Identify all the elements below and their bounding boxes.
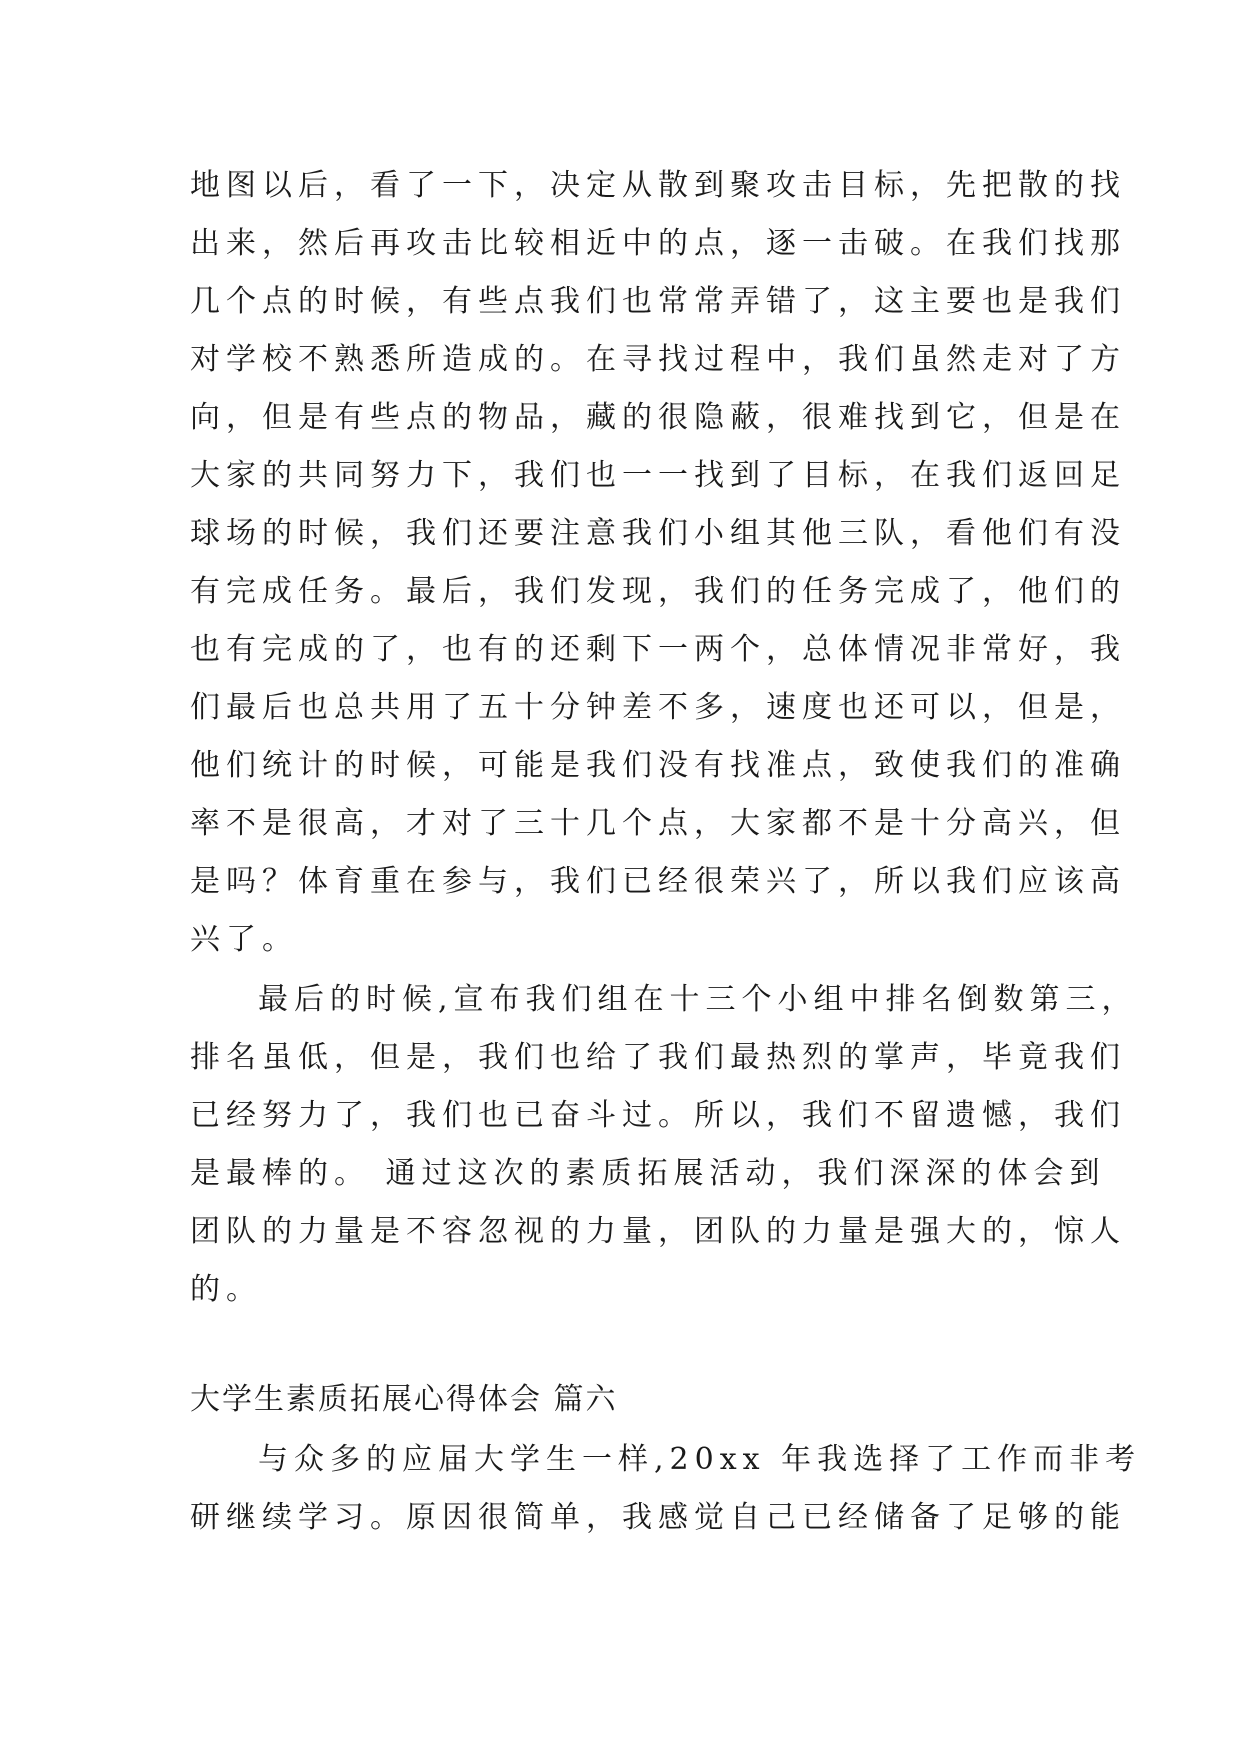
paragraph-line: 最后的时候,宣布我们组在十三个小组中排名倒数第三， — [258, 982, 1138, 1017]
paragraph-line: 是最棒的。 通过这次的素质拓展活动，我们深深的体会到 — [190, 1156, 1106, 1191]
paragraph-line: 率不是很高，才对了三十几个点，大家都不是十分高兴，但 — [190, 806, 1126, 841]
paragraph-line: 团队的力量是不容忽视的力量，团队的力量是强大的，惊人 — [190, 1214, 1126, 1249]
paragraph-line: 是吗？体育重在参与，我们已经很荣兴了，所以我们应该高 — [190, 864, 1126, 899]
paragraph-line: 出来，然后再攻击比较相近中的点，逐一击破。在我们找那 — [190, 226, 1126, 261]
paragraph-line: 也有完成的了，也有的还剩下一两个，总体情况非常好，我 — [190, 632, 1126, 667]
section-heading: 大学生素质拓展心得体会 篇六 — [190, 1382, 618, 1417]
paragraph-line: 已经努力了，我们也已奋斗过。所以，我们不留遗憾，我们 — [190, 1098, 1126, 1133]
paragraph-line: 的。 — [190, 1272, 262, 1307]
paragraph-line: 有完成任务。最后，我们发现，我们的任务完成了，他们的 — [190, 574, 1126, 609]
paragraph-line: 研继续学习。原因很简单，我感觉自己已经储备了足够的能 — [190, 1500, 1126, 1535]
paragraph-line: 球场的时候，我们还要注意我们小组其他三队，看他们有没 — [190, 516, 1126, 551]
paragraph-line: 他们统计的时候，可能是我们没有找准点，致使我们的准确 — [190, 748, 1126, 783]
paragraph-line: 与众多的应届大学生一样,20xx 年我选择了工作而非考 — [258, 1442, 1142, 1477]
paragraph-line: 几个点的时候，有些点我们也常常弄错了，这主要也是我们 — [190, 284, 1126, 319]
paragraph-line: 兴了。 — [190, 922, 298, 957]
paragraph-line: 地图以后，看了一下，决定从散到聚攻击目标，先把散的找 — [190, 168, 1126, 203]
paragraph-line: 们最后也总共用了五十分钟差不多，速度也还可以，但是， — [190, 690, 1126, 725]
paragraph-line: 对学校不熟悉所造成的。在寻找过程中，我们虽然走对了方 — [190, 342, 1126, 377]
paragraph-line: 向，但是有些点的物品，藏的很隐蔽，很难找到它，但是在 — [190, 400, 1126, 435]
paragraph-line: 排名虽低，但是，我们也给了我们最热烈的掌声，毕竟我们 — [190, 1040, 1126, 1075]
paragraph-line: 大家的共同努力下，我们也一一找到了目标，在我们返回足 — [190, 458, 1126, 493]
